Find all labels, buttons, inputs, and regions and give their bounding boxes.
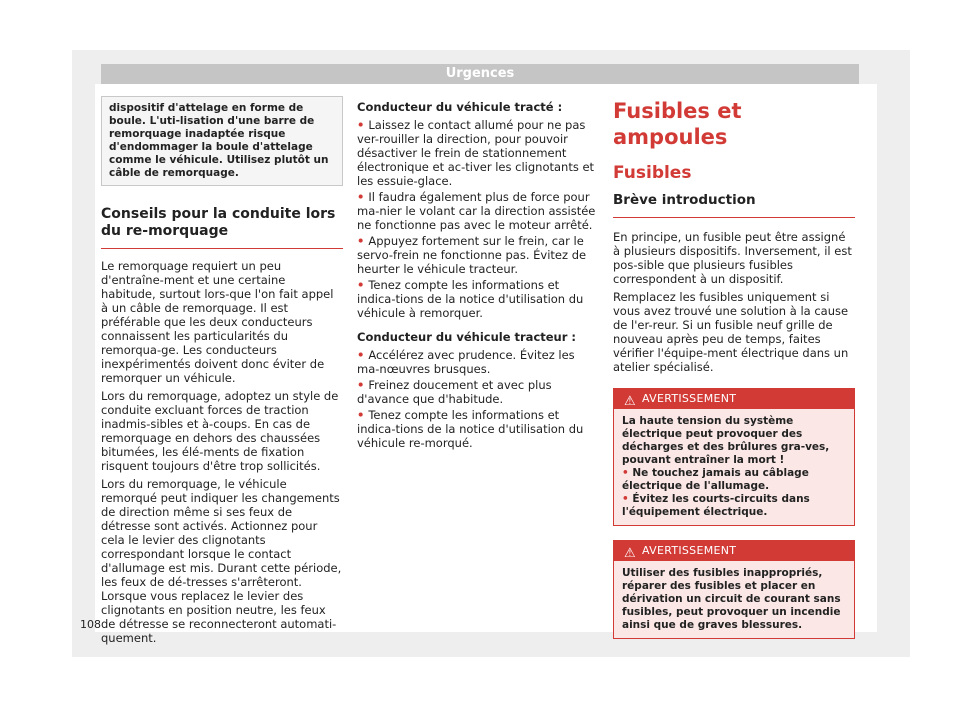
- warning-box: [613, 388, 855, 526]
- page-number: 108: [80, 618, 101, 631]
- warning-triangle-icon: ⚠: [624, 546, 636, 561]
- list-item-text: Tenez compte les informations et indica-tions de la notice d'utilisation du véhicule à remorquer.: [357, 278, 584, 320]
- warning-header: [614, 389, 854, 409]
- paragraph: En principe, un fusible peut être assigné à plusieurs dispositifs. Inversement, il est pos-sible que plusieurs fusibles correspondent à un dispositif.: [613, 230, 852, 286]
- list-item: [357, 378, 599, 406]
- column-2: [357, 100, 599, 452]
- list-item: [357, 278, 599, 320]
- warning-header: [614, 541, 854, 561]
- bullet-icon: •: [357, 190, 369, 204]
- list-item: [357, 190, 599, 232]
- warning-triangle-icon: ⚠: [624, 394, 636, 409]
- page-header: Urgences: [101, 64, 859, 84]
- list-item: [357, 234, 599, 276]
- warning-label: AVERTISSEMENT: [642, 392, 737, 405]
- list-item: [357, 408, 599, 450]
- list-item-text: Tenez compte les informations et indica-tions de la notice d'utilisation du véhicule re-morqué.: [357, 408, 584, 450]
- warning-label: AVERTISSEMENT: [642, 544, 737, 557]
- section-heading-intro: Brève introduction: [613, 192, 855, 218]
- list-item-text: Évitez les courts-circuits dans l'équipement électrique.: [622, 493, 810, 518]
- warning-body: [614, 409, 854, 525]
- list-item-text: Ne touchez jamais au câblage électrique de l'allumage.: [622, 467, 809, 492]
- paragraph: Lors du remorquage, le véhicule remorqué peut indiquer les changements de direction même si ses feux de détresse sont activés. Actionnez pour cela le levier des clignotants correspondant lorsque le contact d'allumage est mis. Durant cette période, les feux de dé-tresses s'arrêteront. Lorsque vous replacez le levier des clignotants en position neutre, les feux de détresse se reconnecteront automati-quement.: [101, 477, 342, 645]
- bullet-icon: •: [357, 278, 369, 292]
- note-box: dispositif d'attelage en forme de boule. L'uti-lisation d'une barre de remorquage inadaptée risque d'endommager la boule d'attelage comme le véhicule. Utilisez plutôt un câble de remorquage.: [101, 96, 343, 186]
- chapter-subtitle: Fusibles: [613, 163, 692, 183]
- bullet-icon: •: [357, 348, 369, 362]
- paragraph: Lors du remorquage, adoptez un style de conduite excluant forces de traction inadmis-sibles et à-coups. En cas de remorquage en dehors des chaussées bitumées, les élé-ments de fixation risquent toujours d'être trop sollicités.: [101, 389, 339, 473]
- list-item-text: Laissez le contact allumé pour ne pas ver-rouiller la direction, pour pouvoir désactiver le frein de stationnement électronique et ac-tiver les clignotants et les essuie-glace.: [357, 118, 595, 188]
- bullet-icon: •: [357, 408, 369, 422]
- paragraph: Le remorquage requiert un peu d'entraîne-ment et une certaine habitude, surtout lors-que l'on fait appel à un câble de remorquage. Il est préférable que les deux conducteurs connaissent les particularités du remorqua-ge. Les conducteurs inexpérimentés doivent donc éviter de remorquer un véhicule.: [101, 259, 334, 385]
- towed-driver-heading: Conducteur du véhicule tracté :: [357, 100, 563, 114]
- warning-body: [614, 561, 854, 638]
- bullet-icon: •: [357, 118, 369, 132]
- content-area: [95, 84, 877, 645]
- chapter-title: Fusibles et ampoules: [613, 99, 742, 149]
- warning-text: La haute tension du système électrique peut provoquer des décharges et des brûlures gra-ves, pouvant entraîner la mort !: [622, 415, 830, 466]
- list-item: [622, 493, 846, 519]
- list-item: [357, 348, 599, 376]
- paragraph: Remplacez les fusibles uniquement si vous avez trouvé une solution à la cause de l'er-reur. Si un fusible neuf grille de nouveau après peu de temps, faites vérifier l'équipe-ment électrique dans un atelier spécialisé.: [613, 290, 849, 374]
- bullet-icon: •: [357, 234, 369, 248]
- list-item: [622, 467, 846, 493]
- list-item-text: Accélérez avec prudence. Évitez les ma-nœuvres brusques.: [357, 348, 575, 376]
- warning-text: Utiliser des fusibles inappropriés, réparer des fusibles et placer en dérivation un circuit de courant sans fusibles, peut provoquer un incendie ainsi que de graves blessures.: [622, 567, 841, 631]
- list-item-text: Appuyez fortement sur le frein, car le servo-frein ne fonctionne pas. Évitez de heurter le véhicule tracteur.: [357, 234, 587, 276]
- bullet-icon: •: [622, 467, 633, 479]
- list-item-text: Freinez doucement et avec plus d'avance que d'habitude.: [357, 378, 552, 406]
- warning-box: [613, 540, 855, 639]
- list-item: [357, 118, 599, 188]
- bullet-icon: •: [622, 493, 633, 505]
- bullet-icon: •: [357, 378, 369, 392]
- column-3: [613, 98, 855, 639]
- column-1: [101, 96, 343, 649]
- section-heading-towing-tips: Conseils pour la conduite lors du re-morquage: [101, 206, 343, 249]
- list-item-text: Il faudra également plus de force pour ma-nier le volant car la direction assistée ne fonctionne pas avec le moteur arrêté.: [357, 190, 596, 232]
- towing-driver-heading: Conducteur du véhicule tracteur :: [357, 330, 577, 344]
